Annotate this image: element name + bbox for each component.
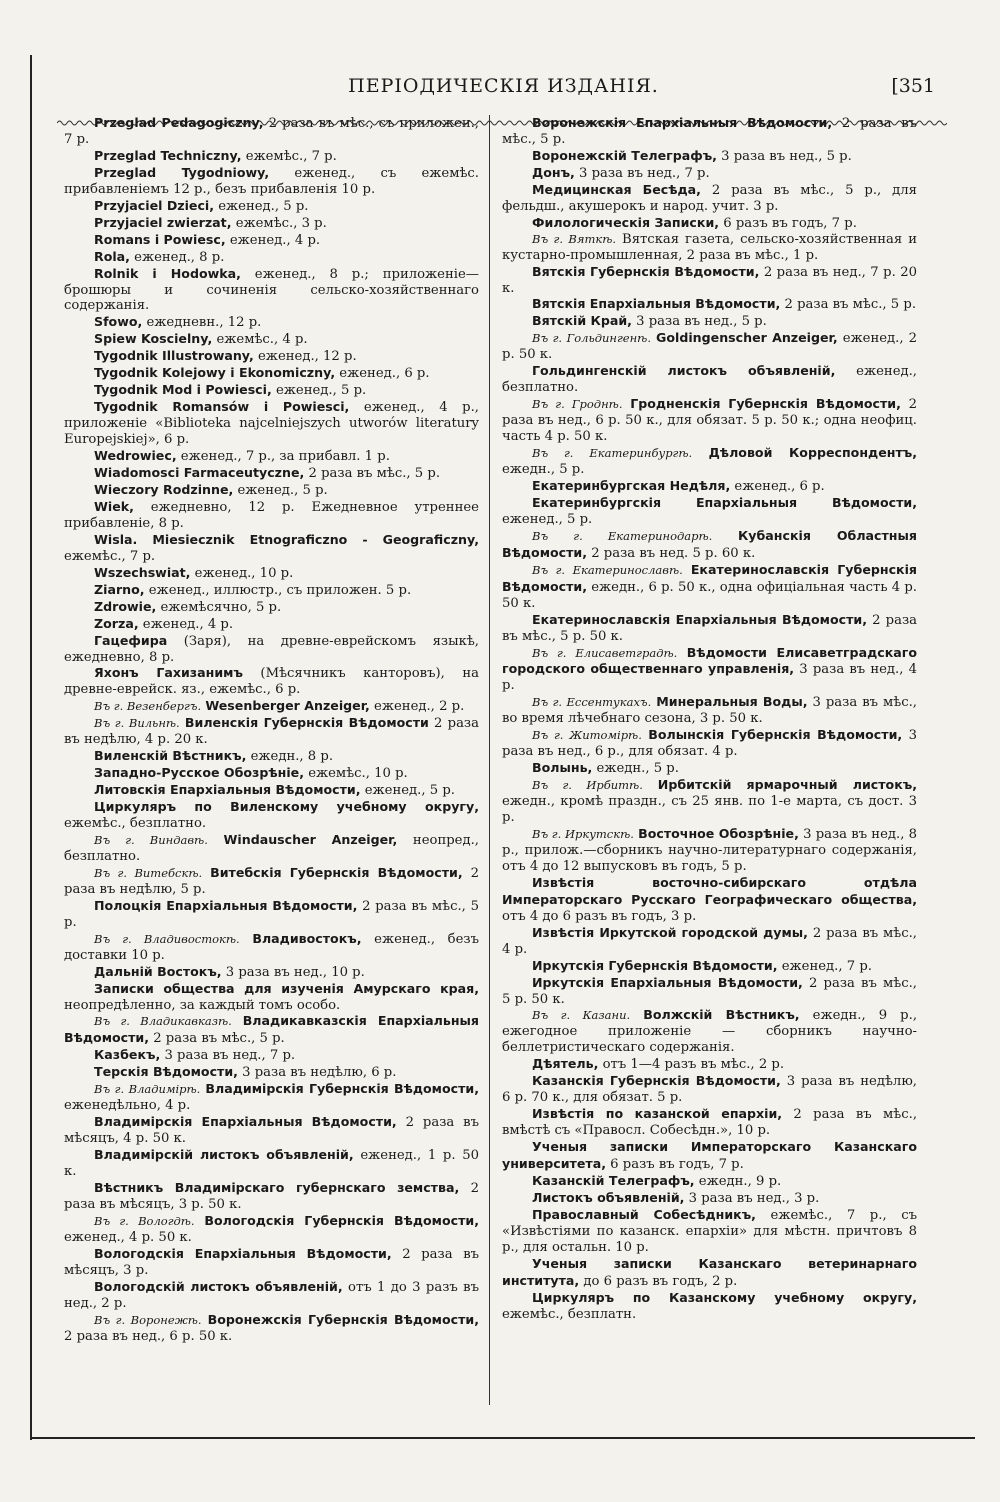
listing-entry: [502, 1190, 917, 1207]
column-divider: [489, 115, 490, 1405]
listing-entry: [64, 115, 479, 148]
periodical-details: ежемѣс., 4 р.: [212, 332, 308, 348]
periodical-details: еженед., 4 р.: [225, 232, 321, 248]
listing-entry: [502, 925, 917, 958]
listing-entry: [64, 765, 479, 782]
periodical-details: 2 раза въ мѣс., 5 р. 50 к.: [502, 612, 918, 644]
periodical-details: еженед., 8 р.; приложеніе—брошюры и сочиненія сельско-хозяйственнаго содержанія.: [64, 266, 479, 314]
periodical-title: Przeglad Techniczny,: [94, 147, 242, 163]
periodical-details: еженед., иллюстр., съ приложен. 5 р.: [144, 582, 412, 598]
listing-entry: [64, 165, 479, 198]
listing-entry: [64, 698, 479, 715]
periodical-title: Екатеринбургская Недѣля,: [532, 477, 731, 493]
city-label: Въ г. Екатеринославѣ.: [532, 562, 683, 577]
periodical-title: Ученыя записки Императорскаго Казанскаго университета,: [502, 1139, 917, 1172]
periodical-title: Екатеринославскія Епархіальныя Вѣдомости,: [532, 611, 868, 627]
city-label: Въ г. Владимірѣ.: [94, 1082, 201, 1097]
periodical-title: Wesenberger Anzeiger,: [205, 698, 370, 714]
periodical-title: Wedrowiec,: [94, 448, 177, 464]
city-label: Въ г. Вильнѣ.: [94, 716, 180, 731]
periodical-details: еженед., съ ежемѣс. прибавленіемъ 12 р., безъ прибавленія 10 р.: [64, 165, 479, 197]
listing-entry: [64, 616, 479, 633]
periodical-details: неопред., безплатно.: [64, 832, 479, 864]
periodical-details: 3 раза въ недѣлю, 6 р.: [237, 1065, 397, 1081]
city-label: Въ г. Владикавказѣ.: [94, 1014, 232, 1029]
listing-entry: [64, 1312, 479, 1345]
listing-entry: [502, 1256, 917, 1290]
periodical-details: (Мѣсячникъ канторовъ), на древне-еврейск. яз., ежемѣс., 6 р.: [64, 666, 479, 698]
periodical-title: Вологодскія Епархіальныя Вѣдомости,: [94, 1245, 392, 1261]
periodical-details: ежемѣс., 7 р., съ «Извѣстіями по казанск. епархіи» для мѣстн. причтовъ 8 р., для остальн. 10 р.: [502, 1207, 917, 1255]
listing-entry: [502, 232, 917, 264]
periodical-title: Яхонъ Гахизанимъ: [94, 665, 243, 681]
periodical-details: ежедн., 9 р., ежегодное приложеніе — сборникъ научно-беллетристическаго содержанія.: [502, 1008, 918, 1056]
listing-entry: [64, 148, 479, 165]
listing-entry: [502, 495, 917, 528]
listing-entry: [502, 826, 917, 875]
periodical-title: Владимірскій листокъ объявленій,: [94, 1147, 354, 1163]
periodical-title: Терскія Вѣдомости,: [94, 1064, 238, 1080]
listing-entry: [64, 931, 479, 964]
periodical-details: 2 раза въ нед., 6 р. 50 к.: [64, 1328, 233, 1344]
periodical-title: Иркутскія Губернскія Вѣдомости,: [532, 957, 778, 973]
periodical-title: Полоцкія Епархіальныя Вѣдомости,: [94, 897, 358, 913]
listing-entry: [64, 198, 479, 215]
periodical-title: Вятскія Губернскія Вѣдомости,: [532, 263, 760, 279]
periodical-title: Ziarno,: [94, 581, 145, 597]
listing-entry: [64, 399, 479, 448]
listing-entry: [502, 760, 917, 777]
city-label: Въ г. Везенбергъ.: [94, 699, 202, 714]
listing-entry: [502, 478, 917, 495]
periodical-details: 2 раза въ мѣс., съ приложен., 7 р.: [64, 116, 479, 147]
periodical-title: Вологодскій листокъ объявленій,: [94, 1278, 343, 1294]
periodical-details: 2 раза въ мѣсяцъ, 3 р.: [64, 1246, 480, 1278]
periodical-details: 3 раза въ мѣс., во время лѣчебнаго сезона, 3 р. 50 к.: [502, 695, 917, 727]
listing-entry: [502, 215, 917, 232]
listing-entry: [64, 715, 479, 748]
periodical-title: Вятскій Край,: [532, 313, 632, 329]
periodical-details: 3 раза въ нед., 4 р.: [502, 662, 918, 694]
periodical-title: Przyjaciel Dzieci,: [94, 197, 215, 213]
periodical-title: Владимірскія Губернскія Вѣдомости,: [205, 1081, 479, 1097]
periodical-details: ежедн., 9 р.: [694, 1174, 782, 1189]
periodical-title: Wisla. Miesiecznik Etnograficzno - Geograficzny,: [94, 531, 479, 547]
periodical-title: Wieczory Rodzinne,: [94, 481, 234, 497]
periodical-details: 6 разъ въ годъ, 7 р.: [605, 1157, 744, 1173]
periodical-details: 2 раза въ мѣсяцъ, 4 р. 50 к.: [64, 1115, 479, 1147]
periodical-details: ежемѣс., безплатно.: [64, 816, 207, 832]
periodical-details: 2 раза въ недѣлю, 5 р.: [64, 865, 479, 897]
listing-entry: [64, 665, 479, 698]
periodical-title: Вѣдомости Елисаветградскаго городского общественнаго управленія,: [502, 644, 917, 677]
listing-entry: [64, 981, 479, 1014]
listing-entry: [64, 898, 479, 931]
listing-entry: [502, 115, 917, 148]
periodical-title: Казанскія Губернскія Вѣдомости,: [532, 1073, 781, 1089]
periodical-details: до 6 разъ въ годъ, 2 р.: [579, 1273, 738, 1289]
listing-entry: [64, 1013, 479, 1047]
listing-entry: [502, 777, 917, 826]
listing-entry: [64, 1246, 479, 1279]
periodical-title: Tygodnik Romansów i Powiesci,: [94, 399, 350, 415]
periodical-details: 2 раза въ нед. 5 р. 60 к.: [587, 545, 756, 561]
periodical-details: 2 раза въ мѣс., 5 р.: [304, 466, 441, 482]
periodical-title: Zdrowie,: [94, 598, 157, 614]
listing-entry: [64, 482, 479, 499]
periodical-title: Дѣятель,: [532, 1056, 599, 1072]
periodical-title: Православный Собесѣдникъ,: [532, 1206, 756, 1222]
city-label: Въ г. Воронежѣ.: [94, 1312, 202, 1327]
bottom-rule: [32, 1437, 975, 1439]
periodical-details: еженед., 4 р. 50 к.: [64, 1229, 192, 1245]
listing-entry: [64, 599, 479, 616]
periodical-details: отъ 1—4 разъ въ мѣс., 2 р.: [598, 1057, 785, 1073]
periodical-details: 2 раза въ нед., 6 р. 50 к., для обязат. 5 р. 50 к.; одна неофиц. часть 4 р. 50 к.: [502, 397, 917, 445]
periodical-title: Западно-Русское Обозрѣніе,: [94, 765, 304, 781]
city-label: Въ г. Елисаветградѣ.: [532, 645, 678, 660]
periodical-details: еженед., 4 р., приложеніе «Biblioteka najcelniejszych utworów literatury Europejskiej», 6 р.: [64, 400, 479, 448]
periodical-title: Владимірскія Епархіальныя Вѣдомости,: [94, 1114, 397, 1130]
periodical-title: Goldingenscher Anzeiger,: [656, 330, 838, 346]
periodical-details: еженед., 12 р.: [253, 349, 357, 365]
periodical-title: Przyjaciel zwierzat,: [94, 214, 232, 230]
city-label: Въ г. Виндавѣ.: [94, 832, 208, 847]
periodical-details: 2 раза въ мѣс., 4 р.: [502, 925, 918, 957]
listing-entry: [64, 1047, 479, 1064]
listing-entry: [502, 330, 917, 363]
periodical-details: неопредѣленно, за каждый томъ особо.: [64, 997, 341, 1013]
listing-entry: [64, 1180, 479, 1213]
page: [30, 55, 973, 1440]
listing-entry: [502, 1056, 917, 1073]
periodical-details: 2 раза въ мѣс., вмѣстѣ съ «Правосл. Собесѣдн.», 10 р.: [502, 1107, 918, 1139]
city-label: Въ г. Иркутскѣ.: [532, 826, 634, 841]
periodical-title: Медицинская Бесѣда,: [532, 181, 701, 197]
listing-entry: [502, 148, 917, 165]
periodical-title: Вологодскія Губернскія Вѣдомости,: [204, 1212, 479, 1228]
periodical-title: Воронежскія Епархіальныя Вѣдомости,: [532, 115, 833, 130]
listing-entry: [64, 832, 479, 865]
periodical-details: 2 раза въ нед., 7 р. 20 к.: [502, 264, 917, 296]
periodical-title: Tygodnik Mod i Powiesci,: [94, 382, 272, 398]
listing-entry: [64, 448, 479, 465]
periodical-title: Zorza,: [94, 615, 139, 631]
listing-entry: [64, 633, 479, 666]
periodical-title: Tygodnik Kolejowy i Ekonomiczny,: [94, 365, 336, 381]
listing-entry: [502, 727, 917, 760]
listing-entry: [502, 562, 917, 612]
periodical-title: Филологическія Записки,: [532, 214, 720, 230]
periodical-title: Кубанскія Областныя Вѣдомости,: [502, 527, 917, 560]
city-label: Въ г. Ессентукахъ.: [532, 695, 652, 710]
city-label: Въ г. Гроднѣ.: [532, 397, 623, 412]
periodical-title: Циркуляръ по Казанскому учебному округу,: [532, 1289, 917, 1305]
periodical-details: еженед., 1 р. 50 к.: [64, 1148, 479, 1180]
periodical-details: 3 раза въ недѣлю, 6 р. 70 к., для обязат. 5 р.: [502, 1074, 917, 1106]
listing-entry: [64, 465, 479, 482]
periodical-title: Вятскія Епархіальныя Вѣдомости,: [532, 296, 781, 312]
periodical-details: еженед., безплатно.: [502, 364, 917, 396]
listing-entry: [64, 782, 479, 799]
periodical-details: Вятская газета, сельско-хозяйственная и кустарно-промышленная, 2 раза въ мѣс., 1 р.: [502, 231, 917, 263]
listing-entry: [64, 215, 479, 232]
periodical-details: ежедн., кромѣ праздн., съ 25 янв. по 1-е марта, съ дост. 3 р.: [502, 794, 917, 826]
periodical-details: 3 раза въ нед., 7 р.: [574, 165, 710, 181]
listing-entry: [64, 499, 479, 532]
periodical-title: Извѣстія по казанской епархіи,: [532, 1106, 783, 1122]
periodical-details: отъ 4 до 6 разъ въ годъ, 3 р.: [502, 908, 697, 924]
periodical-title: Rola,: [94, 248, 130, 264]
listing-entry: [502, 875, 917, 925]
periodical-title: Воронежскія Губернскія Вѣдомости,: [207, 1311, 479, 1327]
left-column: [64, 115, 479, 1345]
listing-entry: [64, 314, 479, 331]
periodical-details: 3 раза въ нед., 3 р.: [684, 1190, 820, 1206]
city-label: Въ г. Екатеринодарѣ.: [532, 528, 713, 543]
listing-entry: [502, 958, 917, 975]
periodical-title: Минеральныя Воды,: [656, 694, 808, 710]
periodical-details: 3 раза въ нед., 5 р.: [631, 314, 767, 330]
city-label: Въ г. Ирбитѣ.: [532, 778, 643, 793]
periodical-details: 2 раза въ мѣс., 5 р.: [149, 1031, 285, 1047]
periodical-details: еженед., 8 р.: [129, 249, 225, 265]
periodical-details: еженед., 2 р.: [369, 699, 465, 715]
listing-entry: [502, 1173, 917, 1190]
listing-entry: [502, 694, 917, 727]
listing-entry: [502, 528, 917, 562]
page-number: [351: [891, 75, 935, 97]
listing-entry: [502, 1207, 917, 1256]
periodical-title: Воронежскій Телеграфъ,: [532, 147, 717, 163]
listing-entry: [64, 1114, 479, 1147]
listing-entry: [502, 165, 917, 182]
periodical-title: Spiew Koscielny,: [94, 331, 213, 347]
periodical-title: Przeglad Pedagogiczny,: [94, 115, 264, 130]
periodical-details: ежедн., 6 р. 50 к., одна офиціальная часть 4 р. 50 к.: [502, 579, 917, 611]
periodical-title: Виленскія Губернскія Вѣдомости: [184, 715, 429, 731]
periodical-details: 3 раза въ нед., 5 р.: [716, 148, 852, 164]
periodical-details: еженед., 4 р.: [138, 616, 234, 632]
periodical-title: Windauscher Anzeiger,: [223, 831, 398, 847]
listing-entry: [64, 365, 479, 382]
listing-entry: [64, 1064, 479, 1081]
periodical-details: 2 раза въ мѣсяцъ, 3 р. 50 к.: [64, 1181, 479, 1212]
periodical-details: 6 разъ въ годъ, 7 р.: [719, 215, 857, 231]
periodical-details: еженедѣльно, 4 р.: [64, 1098, 191, 1114]
listing-entry: [64, 1147, 479, 1180]
periodical-title: Гродненскія Губернскія Вѣдомости,: [630, 396, 901, 412]
periodical-details: еженед., 2 р. 50 к.: [502, 331, 917, 363]
listing-entry: [64, 1081, 479, 1114]
periodical-title: Гольдингенскій листокъ объявленій,: [532, 363, 836, 379]
periodical-title: Извѣстія восточно-сибирскаго отдѣла Императорскаго Русскаго Географическаго общества,: [502, 874, 917, 907]
periodical-title: Romans i Powiesc,: [94, 231, 226, 247]
listing-entry: [502, 313, 917, 330]
listing-entry: [502, 1139, 917, 1173]
periodical-title: Дальній Востокъ,: [94, 963, 222, 979]
periodical-title: Wiek,: [94, 498, 134, 514]
periodical-title: Иркутскія Епархіальныя Вѣдомости,: [532, 974, 803, 990]
periodical-details: еженед., 5 р.: [502, 511, 593, 527]
periodical-title: Листокъ объявленій,: [532, 1189, 685, 1205]
periodical-details: 2 раза въ мѣс., 5 р. 50 к.: [502, 975, 917, 1007]
periodical-details: ежемѣс., 7 р.: [241, 148, 337, 164]
periodical-details: еженед., 5 р.: [360, 783, 455, 799]
periodical-details: 2 раза въ мѣс., 5 р.: [780, 297, 917, 313]
periodical-title: Донъ,: [532, 164, 575, 180]
periodical-details: 2 раза въ мѣс., 5 р., для фельдш., акушерокъ и народ. учит. 3 р.: [502, 182, 917, 214]
periodical-title: Sfowo,: [94, 314, 143, 330]
periodical-title: Екатеринбургскія Епархіальныя Вѣдомости,: [532, 494, 917, 510]
periodical-details: еженед., 6 р.: [335, 366, 430, 382]
periodical-details: 3 раза въ нед., 10 р.: [221, 964, 365, 980]
city-label: Въ г. Вяткѣ.: [532, 231, 617, 246]
periodical-details: ежедн., 5 р.: [502, 462, 585, 478]
listing-entry: [502, 645, 917, 695]
periodical-title: Вѣстникъ Владимірскаго губернскаго земства,: [94, 1180, 460, 1195]
periodical-title: Гацефира: [94, 632, 168, 648]
listing-entry: [64, 565, 479, 582]
listing-entry: [64, 748, 479, 765]
periodical-details: 2 раза въ мѣс., 5 р.: [502, 116, 918, 147]
periodical-details: еженед., безъ доставки 10 р.: [64, 931, 479, 963]
periodical-details: еженед., 5 р.: [233, 482, 328, 498]
listing-entry: [502, 363, 917, 396]
periodical-details: ежедневно, 12 р. Ежедневное утреннее прибавленіе, 8 р.: [64, 499, 479, 531]
listing-entry: [64, 331, 479, 348]
listing-entry: [502, 1106, 917, 1139]
listing-entry: [502, 445, 917, 478]
city-label: Въ г. Житомірѣ.: [532, 728, 642, 743]
city-label: Въ г. Гольдингенѣ.: [532, 331, 651, 346]
listing-entry: [64, 964, 479, 981]
periodical-details: 2 раза въ недѣлю, 4 р. 20 к.: [64, 716, 479, 748]
periodical-title: Восточное Обозрѣніе,: [638, 825, 799, 841]
city-label: Въ г. Вологдѣ.: [94, 1213, 195, 1228]
periodical-title: Wszechswiat,: [94, 564, 191, 580]
periodical-title: Дѣловой Корреспондентъ,: [708, 445, 917, 461]
listing-entry: [502, 396, 917, 445]
listing-entry: [64, 382, 479, 399]
periodical-details: (Заря), на древне-еврейскомъ языкѣ, ежедневно, 8 р.: [64, 633, 479, 665]
city-label: Въ г. Казани.: [532, 1008, 631, 1023]
listing-entry: [502, 296, 917, 313]
city-label: Въ г. Владивостокѣ.: [94, 931, 240, 946]
periodical-title: Извѣстія Иркутской городской думы,: [532, 924, 808, 940]
page-title: ПЕРІОДИЧЕСКІЯ ИЗДАНІЯ.: [348, 75, 659, 97]
listing-entry: [502, 1290, 917, 1323]
listing-entry: [502, 1073, 917, 1106]
listing-entry: [64, 249, 479, 266]
listing-entry: [64, 1279, 479, 1312]
periodical-details: ежемѣс., безплатн.: [502, 1306, 637, 1322]
periodical-title: Wiadomosci Farmaceutyczne,: [94, 465, 305, 481]
periodical-details: еженед., 10 р.: [190, 565, 294, 581]
listing-entry: [64, 232, 479, 249]
periodical-details: ежедн., 5 р.: [592, 761, 679, 777]
periodical-title: Przeglad Tygodniowy,: [94, 164, 270, 180]
periodical-details: ежемѣс., 10 р.: [304, 766, 408, 782]
periodical-title: Циркуляръ по Виленскому учебному округу,: [94, 799, 479, 815]
periodical-title: Tygodnik Illustrowany,: [94, 348, 254, 364]
listing-entry: [502, 1007, 917, 1056]
periodical-title: Екатеринославскія Губернскія Вѣдомости,: [502, 561, 917, 594]
periodical-title: Казбекъ,: [94, 1047, 161, 1063]
periodical-title: Волжскій Вѣстникъ,: [643, 1007, 800, 1023]
periodical-details: отъ 1 до 3 разъ въ нед., 2 р.: [64, 1279, 479, 1311]
periodical-title: Волынь,: [532, 760, 593, 776]
listing-entry: [64, 1213, 479, 1246]
listing-entry: [64, 799, 479, 832]
periodical-details: еженед., 5 р.: [214, 198, 309, 214]
listing-entry: [502, 975, 917, 1008]
periodical-details: 3 раза въ нед., 7 р.: [160, 1048, 296, 1064]
periodical-title: Литовскія Епархіальныя Вѣдомости,: [94, 782, 361, 798]
periodical-details: ежемѣс., 3 р.: [231, 215, 327, 231]
periodical-details: еженед., 7 р., за прибавл. 1 р.: [176, 449, 390, 465]
listing-entry: [502, 182, 917, 215]
listing-entry: [64, 266, 479, 315]
right-column: [502, 115, 917, 1323]
periodical-title: Ирбитскій ярмарочный листокъ,: [657, 777, 917, 793]
periodical-details: ежедн., 8 р.: [246, 749, 334, 765]
listing-entry: [64, 532, 479, 565]
listing-entry: [502, 612, 917, 645]
listing-entry: [64, 348, 479, 365]
running-header: [32, 73, 975, 109]
periodical-details: ежедневн., 12 р.: [142, 315, 262, 331]
listing-entry: [502, 264, 917, 297]
periodical-title: Казанскій Телеграфъ,: [532, 1173, 695, 1188]
periodical-title: Витебскія Губернскія Вѣдомости,: [210, 864, 463, 880]
city-label: Въ г. Екатеринбургѣ.: [532, 446, 693, 461]
periodical-details: 3 раза въ нед., 8 р., прилож.—сборникъ научно-литературнаго содержанія, отъ 4 до 12 выпусковъ въ годъ, 5 р.: [502, 826, 918, 874]
periodical-details: еженед., 7 р.: [777, 958, 872, 974]
periodical-details: 3 раза въ нед., 6 р., для обязат. 4 р.: [502, 728, 917, 760]
periodical-title: Виленскій Вѣстникъ,: [94, 748, 247, 764]
periodical-title: Ученыя записки Казанскаго ветеринарнаго института,: [502, 1255, 917, 1288]
periodical-details: еженед., 6 р.: [730, 478, 825, 494]
periodical-details: еженед., 5 р.: [271, 383, 367, 399]
periodical-title: Rolnik i Hodowka,: [94, 265, 241, 281]
periodical-title: Владивостокъ,: [252, 930, 362, 946]
periodical-title: Владикавказскія Епархіальныя Вѣдомости,: [64, 1013, 480, 1046]
periodical-details: 2 раза въ мѣс., 5 р.: [64, 898, 479, 930]
listing-entry: [64, 582, 479, 599]
periodical-details: ежемѣсячно, 5 р.: [156, 599, 282, 615]
periodical-title: Записки общества для изученія Амурскаго края,: [94, 980, 479, 996]
periodical-details: ежемѣс., 7 р.: [64, 548, 156, 564]
city-label: Въ г. Витебскѣ.: [94, 865, 203, 880]
listing-entry: [64, 865, 479, 898]
periodical-title: Волынскія Губернскія Вѣдомости,: [648, 727, 903, 743]
